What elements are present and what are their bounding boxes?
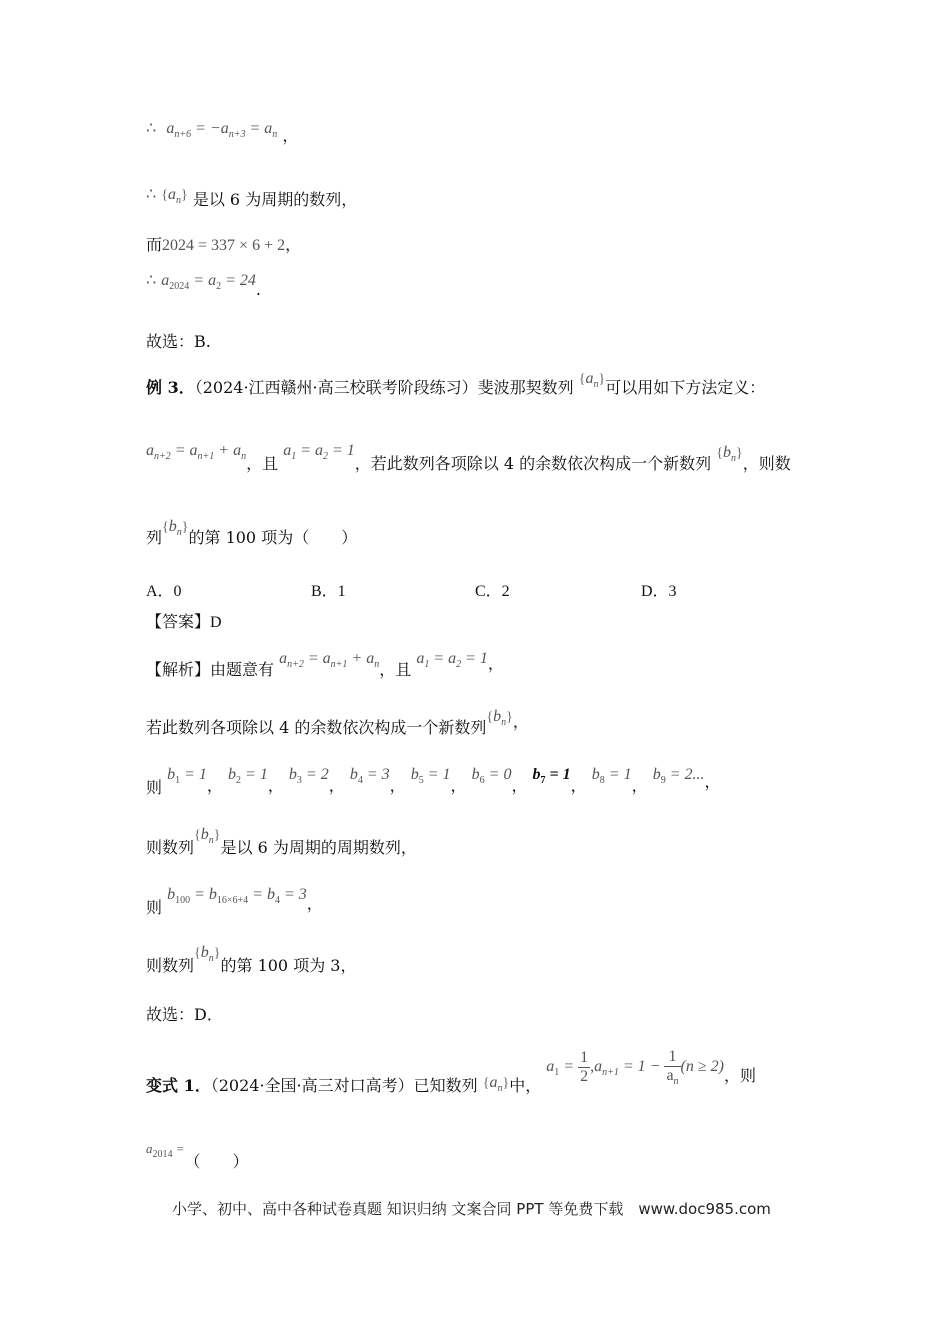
sentence: 若此数列各项除以 4 的余数依次构成一个新数列 (146, 718, 487, 737)
period-computation: $b_{100} = b_{16\times 6+4} = b_4 = 3$ (167, 886, 307, 906)
problem-tail: ，则数 (742, 454, 791, 473)
derivation-line-4 (146, 272, 261, 299)
derivation-line-3 (146, 237, 301, 254)
analysis-line-2 (146, 708, 529, 737)
analysis-conclusion: 故选：D． (146, 1005, 223, 1024)
term-b8: $b_8 = 1$ (591, 766, 632, 786)
sentence: 是以 6 为周期的数列， (192, 190, 358, 209)
initial-condition: $a_1 = a_2 = 1$ (283, 442, 355, 462)
term-b3: $b_3 = 2$ (288, 766, 329, 786)
term-b7: $b_7 = 1$ (532, 766, 571, 786)
sequence-symbol: $\{b_n\}$ (486, 708, 513, 728)
variant-mid: 中， (509, 1075, 542, 1095)
mid-text: ，且 (379, 660, 412, 679)
question-text: 的第 100 项为（ ） (188, 528, 358, 547)
variant-source: （2024·全国·高三对口高考）已知数列 (210, 1075, 478, 1095)
example-source: （2024·江西赣州·高三校联考阶段练习）斐波那契数列 (194, 378, 574, 397)
variant-1-line-2 (146, 1140, 249, 1171)
initial-condition: $a_1 = a_2 = 1$ (416, 650, 488, 670)
term-b5: $b_5 = 1$ (410, 766, 451, 786)
variant-tail: ，则 (723, 1065, 756, 1085)
prefix: 则 (146, 898, 163, 917)
answer-value: D (210, 614, 222, 631)
term-b9: $b_9 = 2$... (652, 766, 705, 786)
problem-text: ，若此数列各项除以 4 的余数依次构成一个新数列 (354, 454, 712, 473)
term-b2: $b_2 = 1$ (228, 766, 268, 786)
punct: . (255, 280, 261, 299)
recurrence-formula: $a_{n+2} = a_{n+1} + a_n$ (279, 650, 380, 670)
math-render: $a_{2024} = a_2 = 24$ (161, 272, 256, 292)
sequence-symbol: $\{b_n\}$ (194, 944, 221, 964)
blank-parens: （ ） (184, 1152, 249, 1171)
analysis-line-1 (146, 650, 504, 679)
punct: ， (306, 894, 323, 913)
example-tail: 可以用如下方法定义： (605, 378, 766, 397)
math-expression: 2024 = 337 × 6 + 2 (162, 237, 286, 254)
punct: ， (512, 712, 529, 731)
answer-label: 【答案】 (146, 612, 211, 631)
derivation-line-1 (146, 120, 299, 145)
analysis-line-6 (146, 944, 357, 975)
option-d: D．3 (641, 583, 677, 600)
punct: ， (282, 126, 299, 145)
sequence-symbol: $\{b_n\}$ (194, 826, 221, 846)
punct: ， (285, 235, 302, 254)
mid-text: ，且 (246, 454, 279, 473)
analysis-line-4 (146, 826, 417, 857)
prefix: 则数列 (146, 838, 195, 857)
term-b1: $b_1 = 1$ (167, 766, 207, 786)
option-b: B．1 (311, 583, 346, 600)
therefore-symbol: ∴ (146, 120, 157, 137)
option-a: A．0 (146, 583, 182, 600)
prefix: 则数列 (146, 956, 195, 975)
sequence-symbol: $\{a_n\}$ (578, 370, 606, 390)
term-b4: $b_4 = 3$ (349, 766, 390, 786)
target-term: $a_{2014}$ = (146, 1141, 185, 1160)
variant-1-header (146, 1048, 756, 1095)
prefix: 而 (146, 235, 163, 254)
therefore-symbol: ∴ (146, 272, 157, 289)
analysis-label: 【解析】 (146, 660, 211, 679)
example-3-line-2 (146, 442, 791, 473)
sequence-symbol: $\{b_n\}$ (716, 444, 743, 464)
sequence-symbol: $\{a_n\}$ (482, 1073, 510, 1094)
sentence: 的第 100 项为 3， (220, 956, 357, 975)
prefix: 列 (146, 528, 163, 547)
punct: ， (487, 654, 504, 673)
variant-label: 变式 1． (146, 1075, 211, 1095)
page-footer: 小学、初中、高中各种试卷真题 知识归纳 文案合同 PPT 等免费下载 www.doc985.com (172, 1200, 771, 1218)
derivation-line-2 (146, 186, 358, 209)
math-render: $a_{n+6} = -a_{n+3} = a_n$ (166, 120, 278, 140)
prefix: 则 (146, 778, 163, 797)
sequence-symbol: $\{b_n\}$ (162, 518, 189, 538)
option-c: C．2 (475, 583, 510, 600)
sentence: 是以 6 为周期的周期数列， (220, 838, 417, 857)
therefore-symbol: ∴ (146, 186, 157, 203)
sequence-symbol: $\{a_n\}$ (161, 186, 188, 206)
analysis-line-5 (146, 886, 323, 917)
term-b6: $b_6 = 0$ (471, 766, 512, 786)
example-3-header (146, 370, 766, 400)
recurrence-formula: $a_{n+2} = a_{n+1} + a_n$ (146, 442, 247, 462)
example-3-line-3 (146, 518, 358, 547)
analysis-intro: 由题意有 (210, 660, 275, 679)
answer-choice-line: 故选：B. (146, 332, 211, 351)
recurrence-formula: $a_1$ = $\frac{1}{2}$ $,a_{n+1} = 1$ − $\frac{1}{a_n}$ (n ≥ 2) (546, 1048, 724, 1087)
answer-line (146, 614, 222, 631)
example-label: 例 3． (146, 378, 195, 397)
analysis-line-3: 则 $b_1 = 1$， $b_2 = 1$， $b_3 = 2$， $b_4 = 3$， $b_5 = 1$， $b_6 = 0$， $b_7 = 1$， $b_8 = 1$， $b_9 = 2$...， (146, 766, 721, 797)
